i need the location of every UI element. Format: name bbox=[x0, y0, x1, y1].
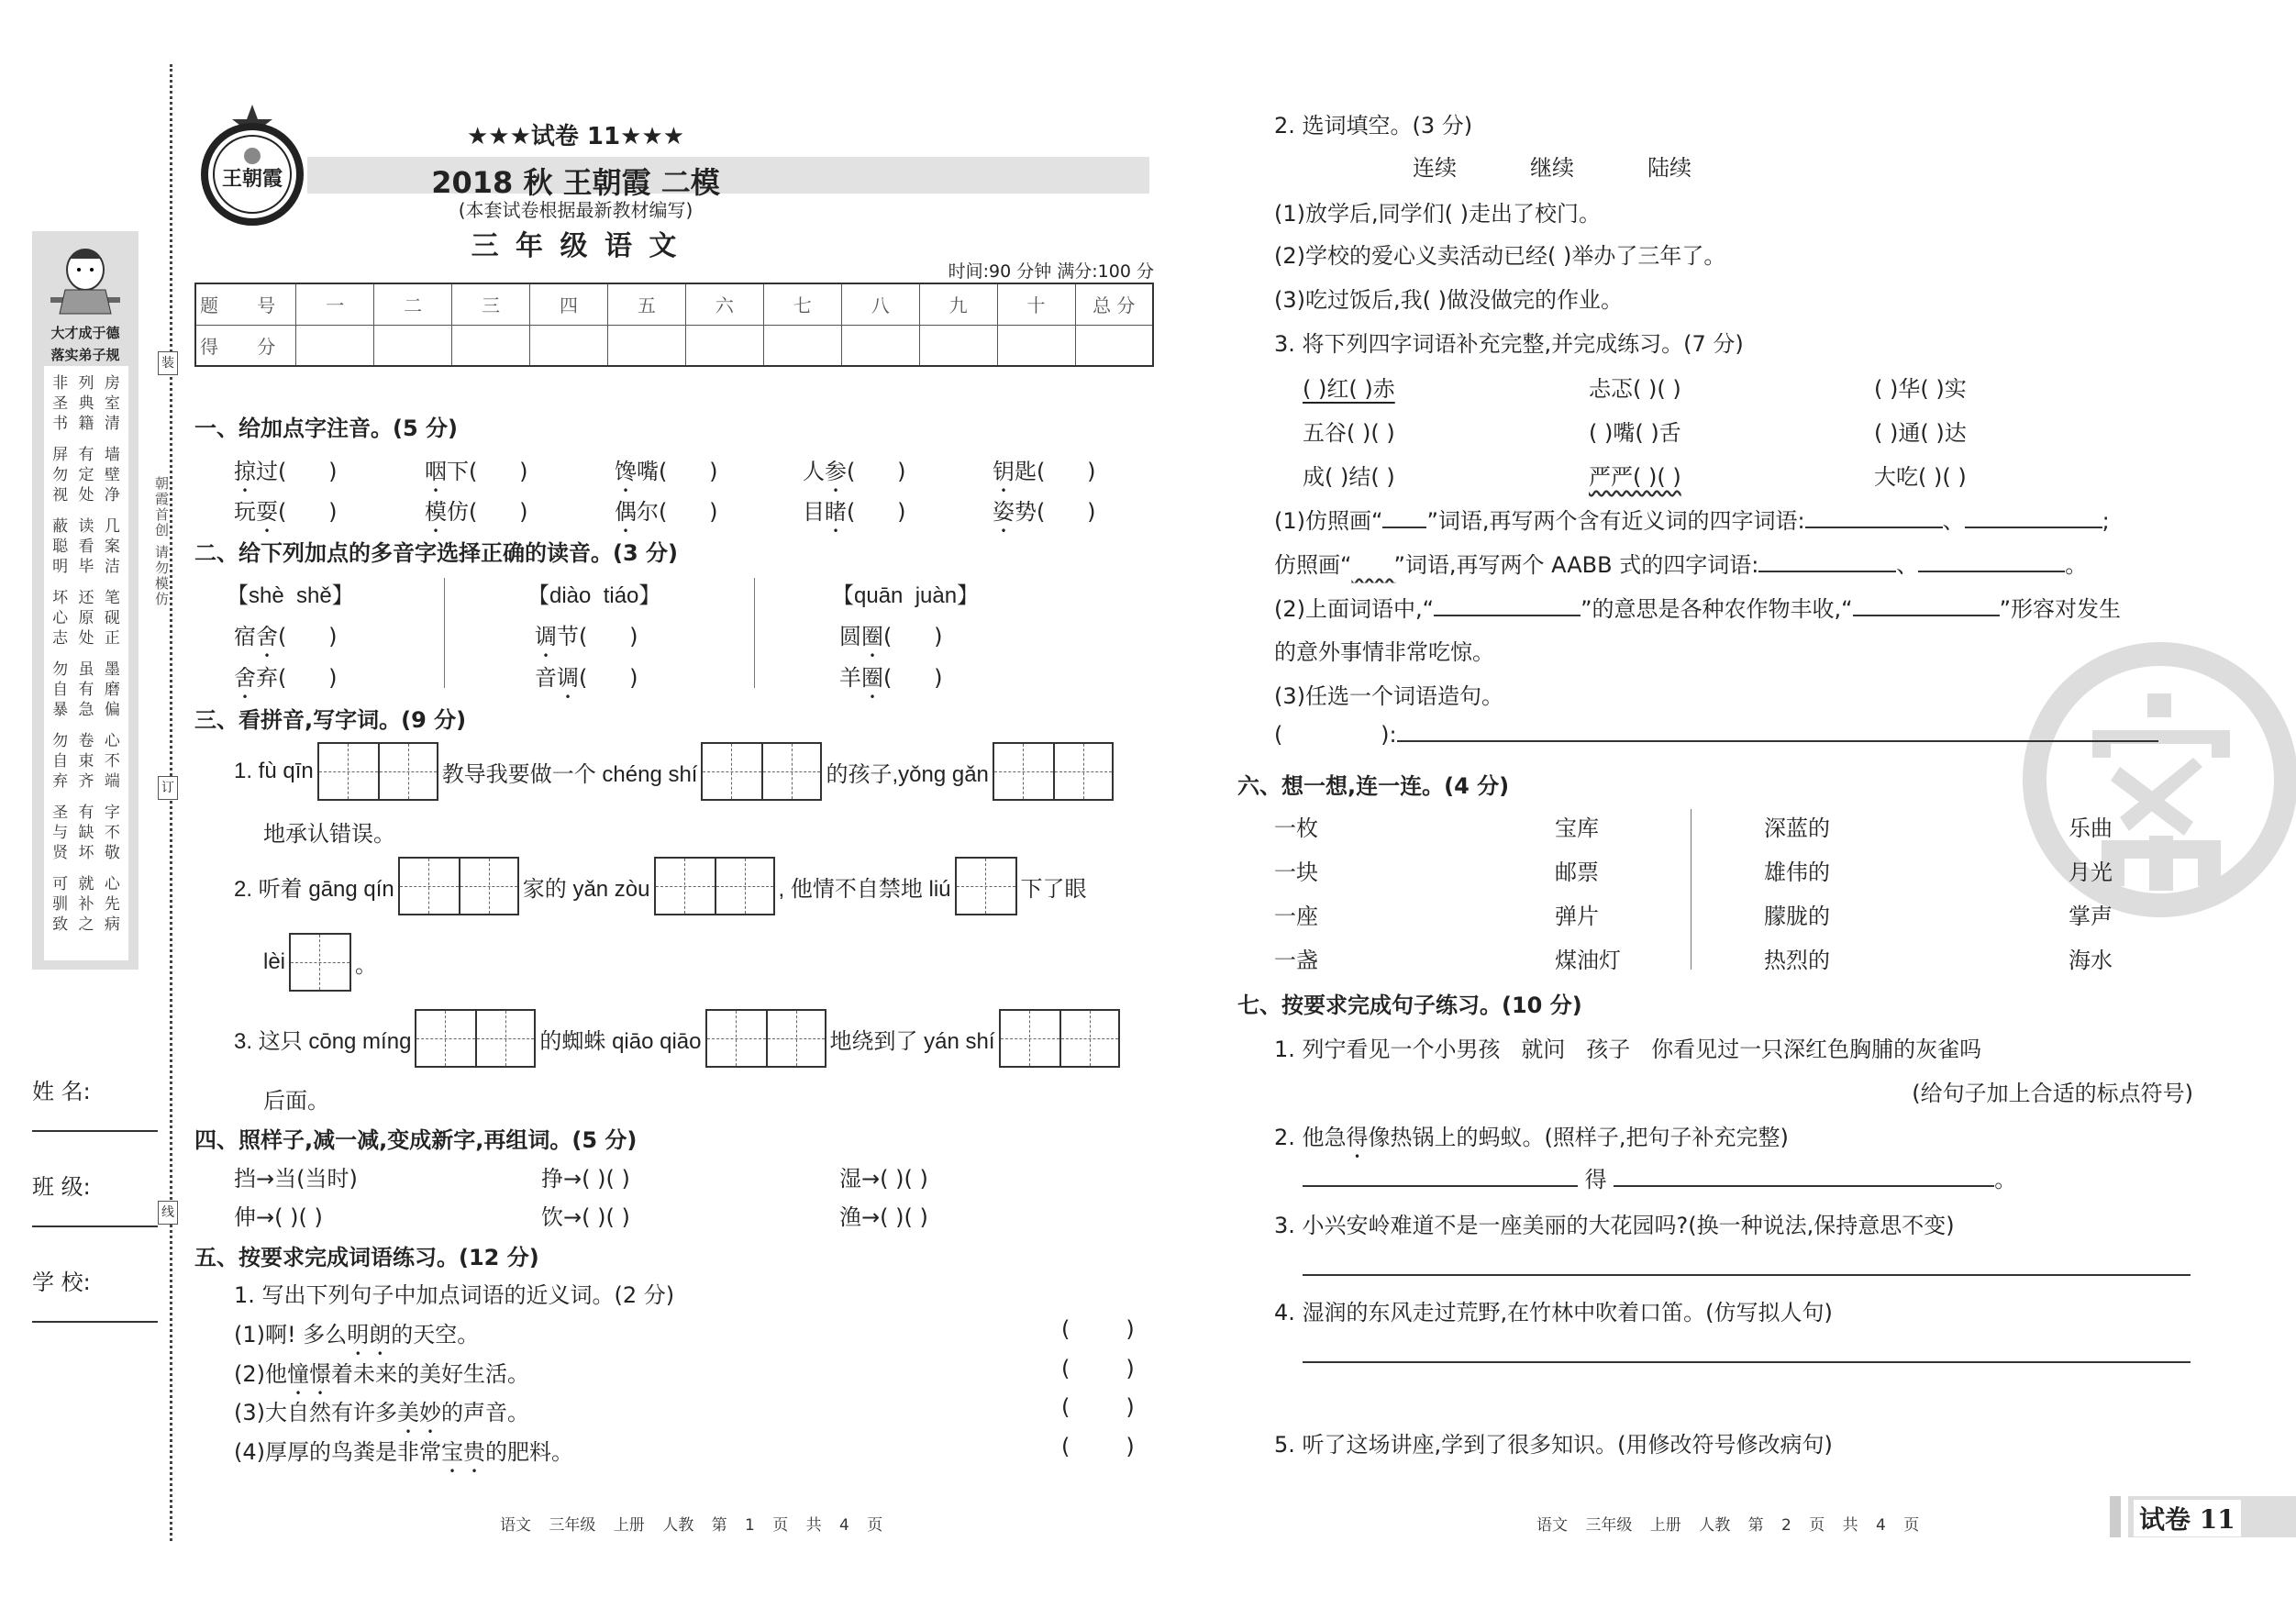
answer-paren[interactable]: ( ) bbox=[1037, 459, 1096, 484]
word-part: 节 bbox=[557, 624, 579, 649]
section-2-title: 二、给下列加点的多音字选择正确的读音。(3 分) bbox=[194, 540, 678, 566]
pinyin-question-3 bbox=[234, 1009, 1120, 1068]
page-footer-right: 语文 三年级 上册 人教 第 2 页 共 4 页 bbox=[1536, 1516, 1920, 1535]
sub-question-1: (1)仿照画“ ”词语,再写两个含有近义词的四字词语: 、 ; bbox=[1274, 508, 2110, 534]
dotted-char: 钥 bbox=[993, 459, 1015, 484]
polyphone-item[interactable] bbox=[535, 660, 638, 704]
match-item[interactable]: 朦胧的 bbox=[1764, 904, 1830, 929]
dotted-char: 舍 bbox=[256, 624, 278, 649]
writing-grid[interactable] bbox=[701, 742, 822, 801]
score-input-cell[interactable] bbox=[763, 325, 841, 366]
score-input-cell[interactable] bbox=[296, 325, 374, 366]
char-item[interactable]: 饮→( )( ) bbox=[541, 1204, 630, 1230]
answer-paren[interactable]: ( ) bbox=[278, 459, 338, 484]
motto-line-2: 落实弟子规 bbox=[50, 347, 120, 363]
name-field[interactable] bbox=[32, 1073, 158, 1105]
verse-line: 坏 还 笔 bbox=[52, 589, 120, 607]
pinyin-question-2 bbox=[234, 857, 1087, 915]
match-item[interactable]: 雄伟的 bbox=[1764, 859, 1830, 885]
answer-line[interactable] bbox=[1303, 1361, 2191, 1363]
verse-line: 弃 齐 端 bbox=[52, 772, 120, 791]
answer-paren[interactable]: ( ) bbox=[1037, 499, 1096, 525]
idiom-item[interactable]: ( )华( )实 bbox=[1874, 376, 1967, 402]
divider bbox=[444, 578, 445, 688]
fill-item[interactable]: (3)吃过饭后,我( )做没做完的作业。 bbox=[1274, 287, 1623, 313]
word-part: 的肥料。 bbox=[485, 1439, 573, 1466]
verse-group bbox=[46, 516, 127, 577]
synonym-item bbox=[234, 1356, 529, 1400]
score-row bbox=[195, 325, 1153, 366]
underline-sample bbox=[1382, 527, 1426, 528]
score-header-cell: 十 bbox=[997, 283, 1075, 325]
score-header-cell: 总 分 bbox=[1075, 283, 1153, 325]
watermark-seal bbox=[2023, 642, 2296, 917]
question-text: 5. 听了这场讲座,学到了很多知识。(用修改符号修改病句) bbox=[1274, 1432, 1833, 1458]
idiom-item[interactable]: 成( )结( ) bbox=[1303, 464, 1395, 490]
question-text bbox=[1274, 1119, 1789, 1163]
answer-paren[interactable]: ( ) bbox=[278, 665, 338, 691]
dotted-char: 圈 bbox=[861, 665, 883, 691]
score-input-cell[interactable] bbox=[1075, 325, 1153, 366]
dotted-char: 睹 bbox=[825, 499, 847, 525]
verse-line: 可 就 心 bbox=[52, 875, 120, 893]
word-part: 过 bbox=[256, 459, 278, 484]
match-item[interactable]: 一块 bbox=[1274, 859, 1318, 885]
verse-line: 驯 补 先 bbox=[52, 895, 120, 914]
page-footer-left: 语文 三年级 上册 人教 第 1 页 共 4 页 bbox=[500, 1516, 883, 1535]
dotted-char: 耍 bbox=[256, 499, 278, 525]
section-1-title: 一、给加点字注音。(5 分) bbox=[194, 416, 458, 441]
answer-blank[interactable] bbox=[1614, 1185, 1994, 1187]
writing-grid[interactable] bbox=[705, 1009, 826, 1068]
dotted-char: 咽 bbox=[425, 459, 447, 484]
question-text: 3. 小兴安岭难道不是一座美丽的大花园吗?(换一种说法,保持意思不变) bbox=[1274, 1213, 1955, 1238]
dotted-char: 馋 bbox=[615, 459, 637, 484]
word-part: 宿 bbox=[234, 624, 256, 649]
pinyin-item[interactable] bbox=[993, 453, 1096, 497]
idiom-item[interactable]: 大吃( )( ) bbox=[1874, 464, 1967, 490]
dotted-char: 憧憬 bbox=[287, 1360, 331, 1387]
match-item[interactable]: 深蓝的 bbox=[1764, 815, 1830, 841]
word-part: (2)他 bbox=[234, 1360, 287, 1387]
writing-grid[interactable] bbox=[415, 1009, 536, 1068]
polyphone-item[interactable] bbox=[535, 618, 638, 662]
word-part: 圆 bbox=[839, 624, 861, 649]
question-text: 像热锅上的蚂蚁。(照样子,把句子补充完整) bbox=[1368, 1125, 1789, 1150]
dotted-char: 得 bbox=[1346, 1125, 1369, 1150]
section-3-title: 三、看拼音,写字词。(9 分) bbox=[194, 707, 467, 733]
answer-paren[interactable]: ( ) bbox=[1061, 1316, 1135, 1342]
score-header-cell: 二 bbox=[374, 283, 452, 325]
word-option: 继续 bbox=[1530, 155, 1574, 181]
char-item[interactable]: 伸→( )( ) bbox=[234, 1204, 323, 1230]
answer-paren[interactable]: ( ) bbox=[469, 459, 528, 484]
match-item[interactable]: 邮票 bbox=[1555, 859, 1599, 885]
idiom-item[interactable]: 忐忑( )( ) bbox=[1589, 376, 1681, 402]
binding-mark: 线 bbox=[158, 1201, 178, 1225]
word-part: 羊 bbox=[839, 665, 861, 691]
class-field[interactable] bbox=[32, 1169, 158, 1201]
char-item[interactable]: 挣→( )( ) bbox=[541, 1166, 630, 1192]
score-label-cell: 得 分 bbox=[195, 325, 296, 366]
score-input-cell[interactable] bbox=[841, 325, 919, 366]
paper-label: ★★★试卷 11★★★ bbox=[466, 123, 685, 150]
answer-blank[interactable] bbox=[1758, 571, 1896, 572]
question-text: 2. 听着 gāng qín bbox=[234, 876, 394, 902]
word-option: 陆续 bbox=[1647, 155, 1691, 181]
question-text: 家的 yǎn zòu bbox=[522, 876, 650, 902]
section-4-title: 四、照样子,减一减,变成新字,再组词。(5 分) bbox=[194, 1127, 638, 1153]
word-part: 玩 bbox=[234, 499, 256, 525]
word-part: 仿 bbox=[447, 499, 469, 525]
verse-group bbox=[46, 874, 127, 935]
sub-question-2 bbox=[1274, 591, 2121, 623]
score-input-cell[interactable] bbox=[374, 325, 452, 366]
score-header-cell: 七 bbox=[763, 283, 841, 325]
word-part: 尔 bbox=[637, 499, 659, 525]
score-header-cell: 九 bbox=[919, 283, 997, 325]
match-item[interactable]: 乐曲 bbox=[2069, 815, 2113, 841]
divider bbox=[754, 578, 755, 688]
question-text: ( ): bbox=[1274, 722, 1397, 748]
score-input-cell[interactable] bbox=[607, 325, 685, 366]
motto-line-1: 大才成于德 bbox=[50, 325, 120, 341]
score-header-cell: 三 bbox=[452, 283, 530, 325]
idiom-item[interactable]: 严严( )( ) bbox=[1589, 464, 1681, 490]
writing-grid[interactable] bbox=[654, 857, 775, 915]
answer-blank[interactable] bbox=[1853, 615, 2000, 616]
dotted-char: 舍 bbox=[234, 665, 256, 691]
pronunciation-options: 【shè shě】 bbox=[227, 583, 354, 608]
dotted-char: 宝贵 bbox=[441, 1439, 485, 1466]
pinyin-item[interactable] bbox=[803, 494, 906, 538]
pronunciation-options: 【quān juàn】 bbox=[832, 583, 980, 608]
verse-line: 心 原 砚 bbox=[52, 609, 120, 627]
question-text: ”词语,再写两个 AABB 式的四字词语: bbox=[1393, 552, 1759, 578]
score-input-cell[interactable] bbox=[452, 325, 530, 366]
verse-line: 视 处 净 bbox=[52, 486, 120, 505]
match-item[interactable]: 一盏 bbox=[1274, 948, 1318, 973]
match-item[interactable]: 一枚 bbox=[1274, 815, 1318, 841]
answer-blank[interactable] bbox=[1805, 527, 1943, 528]
question-text: 。 bbox=[355, 951, 378, 978]
writing-grid[interactable] bbox=[317, 742, 438, 801]
dotted-char: 圈 bbox=[861, 624, 883, 649]
polyphone-item[interactable] bbox=[839, 660, 943, 704]
question-text: ”的意思是各种农作物丰收,“ bbox=[1581, 596, 1853, 622]
question-text: 2. 他急 bbox=[1274, 1125, 1347, 1150]
verse-line: 非 列 房 bbox=[52, 374, 120, 393]
verse-line: 圣 典 室 bbox=[52, 394, 120, 413]
pronunciation-options: 【diào tiáo】 bbox=[527, 583, 661, 608]
verse-line: 勿 卷 心 bbox=[52, 732, 120, 750]
verse-group bbox=[46, 660, 127, 720]
logo-text: 王朝霞 bbox=[221, 167, 283, 191]
score-header-cell: 五 bbox=[607, 283, 685, 325]
exam-subtitle: (本套试卷根据最新教材编写) bbox=[458, 199, 693, 221]
writing-grid[interactable] bbox=[955, 857, 1017, 915]
verse-group bbox=[46, 803, 127, 863]
question-hint: (给句子加上合适的标点符号) bbox=[1912, 1081, 2193, 1106]
question-text: (1)仿照画“ bbox=[1274, 508, 1383, 534]
question-text: ”形容对发生 bbox=[1999, 596, 2121, 622]
synonym-item bbox=[234, 1394, 529, 1438]
match-item[interactable]: 煤油灯 bbox=[1555, 948, 1621, 973]
match-item[interactable]: 热烈的 bbox=[1764, 948, 1830, 973]
answer-paren[interactable]: ( ) bbox=[1061, 1394, 1135, 1421]
word-part: 着未来的美好生活。 bbox=[331, 1360, 529, 1387]
idiom-item[interactable]: ( )嘴( )舌 bbox=[1589, 420, 1681, 446]
answer-paren[interactable]: ( ) bbox=[847, 499, 906, 525]
sentence-answer[interactable]: 得 。 bbox=[1303, 1161, 2016, 1193]
pinyin-item[interactable] bbox=[234, 453, 338, 497]
verse-group bbox=[46, 445, 127, 505]
answer-blank[interactable] bbox=[1303, 1185, 1578, 1187]
writing-grid[interactable] bbox=[993, 742, 1114, 801]
question-text: 3. 这只 cōng míng bbox=[234, 1028, 412, 1054]
question-text: 仿照画“ bbox=[1274, 552, 1352, 578]
dotted-char: 偶 bbox=[615, 499, 637, 525]
school-field[interactable] bbox=[32, 1264, 158, 1296]
word-part: 势 bbox=[1015, 499, 1037, 525]
score-header-cell: 八 bbox=[841, 283, 919, 325]
question-text: 3. 将下列四字词语补充完整,并完成练习。(7 分) bbox=[1274, 331, 1744, 357]
dotted-char: 明朗 bbox=[347, 1322, 392, 1347]
synonym-item bbox=[234, 1316, 479, 1360]
verse-box bbox=[44, 366, 128, 960]
verse-line: 自 束 不 bbox=[52, 752, 120, 771]
word-part: (1)啊! 多么 bbox=[234, 1322, 348, 1347]
score-header-cell: 四 bbox=[530, 283, 608, 325]
answer-blank[interactable] bbox=[1397, 740, 2158, 742]
word-part: (4)厚厚的鸟粪是非常 bbox=[234, 1439, 441, 1466]
word-part: 嘴 bbox=[637, 459, 659, 484]
verse-group bbox=[46, 373, 127, 434]
verse-group bbox=[46, 731, 127, 792]
score-header-cell: 题 号 bbox=[195, 283, 296, 325]
pinyin-item[interactable] bbox=[615, 494, 718, 538]
writing-grid[interactable] bbox=[999, 1009, 1120, 1068]
score-header-cell: 六 bbox=[685, 283, 763, 325]
word-part: 的声音。 bbox=[441, 1400, 529, 1426]
paper-badge bbox=[2093, 1496, 2296, 1537]
answer-paren[interactable]: ( ) bbox=[278, 499, 338, 525]
synonym-item bbox=[234, 1434, 573, 1478]
polyphone-item[interactable] bbox=[234, 660, 338, 704]
verse-group bbox=[46, 588, 127, 649]
fill-item[interactable]: (2)学校的爱心义卖活动已经( )举办了三年了。 bbox=[1274, 243, 1726, 269]
verse-line: 与 缺 不 bbox=[52, 824, 120, 842]
dotted-char: 调 bbox=[557, 665, 579, 691]
verse-line: 聪 看 案 bbox=[52, 538, 120, 556]
word-part: 目 bbox=[803, 499, 825, 525]
verse-line: 书 籍 清 bbox=[52, 415, 120, 433]
score-input-cell[interactable] bbox=[530, 325, 608, 366]
fill-item[interactable]: (1)放学后,同学们( )走出了校门。 bbox=[1274, 201, 1601, 227]
score-table bbox=[194, 283, 1154, 367]
dotted-char: 参 bbox=[825, 459, 847, 484]
dotted-char: 姿 bbox=[993, 499, 1015, 525]
question-text: lèi bbox=[263, 949, 286, 974]
wavy-underline-sample bbox=[1351, 547, 1393, 579]
question-text: ”词语,再写两个含有近义词的四字词语: bbox=[1426, 508, 1805, 534]
question-text: (3)任选一个词语造句。 bbox=[1274, 683, 1503, 709]
answer-paren[interactable]: ( ) bbox=[469, 499, 528, 525]
section-6-title: 六、想一想,连一连。(4 分) bbox=[1237, 773, 1510, 799]
char-item: 挡→当(当时) bbox=[234, 1166, 358, 1192]
score-input-cell[interactable] bbox=[997, 325, 1075, 366]
char-item[interactable]: 渔→( )( ) bbox=[839, 1204, 928, 1230]
pinyin-question-2-cont bbox=[263, 933, 377, 992]
verse-line: 明 毕 洁 bbox=[52, 558, 120, 576]
verse-line: 勿 定 壁 bbox=[52, 466, 120, 484]
answer-paren[interactable]: ( ) bbox=[1061, 1434, 1135, 1460]
time-score-info: 时间:90 分钟 满分:100 分 bbox=[948, 261, 1154, 282]
question-text: (2)上面词语中,“ bbox=[1274, 596, 1435, 622]
question-text: 的蜘蛛 qiāo qiāo bbox=[539, 1028, 702, 1054]
section-7-title: 七、按要求完成句子练习。(10 分) bbox=[1237, 993, 1582, 1018]
question-text: 1. 列宁看见一个小男孩 就问 孩子 你看见过一只深红色胸脯的灰雀吗 bbox=[1274, 1037, 1982, 1062]
verse-line: 屏 有 墙 bbox=[52, 446, 120, 464]
answer-blank[interactable] bbox=[1434, 615, 1581, 616]
pinyin-item[interactable] bbox=[803, 453, 906, 497]
word-part: 的天空。 bbox=[391, 1322, 480, 1347]
writing-grid[interactable] bbox=[398, 857, 519, 915]
sub-question-1b: 仿照画“ ”词语,再写两个 AABB 式的四字词语: 、 。 bbox=[1274, 547, 2087, 579]
school-label: 学 校: bbox=[32, 1270, 91, 1295]
question-text: 后面。 bbox=[263, 1088, 329, 1114]
question-text: 得 bbox=[1584, 1167, 1607, 1192]
match-item[interactable]: 一座 bbox=[1274, 904, 1318, 929]
dotted-char: 美妙 bbox=[397, 1400, 441, 1426]
score-input-cell[interactable] bbox=[919, 325, 997, 366]
binding-mark: 订 bbox=[158, 776, 178, 800]
exam-title: 2018 秋 王朝霞 二模 bbox=[431, 165, 720, 200]
question-text: 1. 写出下列句子中加点词语的近义词。(2 分) bbox=[234, 1282, 675, 1308]
verse-line: 勿 虽 墨 bbox=[52, 660, 120, 679]
answer-blank[interactable] bbox=[1918, 571, 2065, 572]
answer-paren[interactable]: ( ) bbox=[883, 665, 943, 691]
pinyin-item[interactable] bbox=[234, 494, 338, 538]
pinyin-item[interactable] bbox=[425, 453, 528, 497]
word-part: 下 bbox=[447, 459, 469, 484]
question-text: 下了眼 bbox=[1020, 875, 1087, 902]
answer-paren[interactable]: ( ) bbox=[847, 459, 906, 484]
dotted-char: 调 bbox=[535, 624, 557, 649]
verse-line: 致 之 病 bbox=[52, 915, 120, 934]
pinyin-item[interactable] bbox=[425, 494, 528, 538]
sidebar-motto-panel bbox=[32, 231, 139, 970]
polyphone-item[interactable] bbox=[839, 618, 943, 662]
pinyin-item[interactable] bbox=[993, 494, 1096, 538]
pinyin-question-1 bbox=[234, 742, 1114, 801]
answer-paren[interactable]: ( ) bbox=[659, 459, 718, 484]
answer-paren[interactable]: ( ) bbox=[659, 499, 718, 525]
question-text: 地绕到了 yán shí bbox=[829, 1028, 995, 1054]
answer-paren[interactable]: ( ) bbox=[579, 665, 638, 691]
name-label: 姓 名: bbox=[32, 1079, 91, 1104]
match-item[interactable]: 弹片 bbox=[1555, 904, 1599, 929]
question-text: , 他情不自禁地 liú bbox=[778, 876, 951, 902]
answer-paren[interactable]: ( ) bbox=[579, 624, 638, 649]
copyright-notice: 朝霞首创 请勿模仿 bbox=[153, 476, 170, 607]
question-text: 地承认错误。 bbox=[263, 821, 395, 847]
word-part: 弃 bbox=[256, 665, 278, 691]
answer-paren[interactable]: ( ) bbox=[883, 624, 943, 649]
match-item[interactable]: 月光 bbox=[2069, 859, 2113, 885]
word-option: 连续 bbox=[1413, 155, 1457, 181]
binding-mark: 装 bbox=[158, 351, 178, 375]
idiom-item[interactable]: ( )红( )赤 bbox=[1303, 376, 1395, 402]
verse-line: 自 有 磨 bbox=[52, 681, 120, 699]
answer-line[interactable] bbox=[1303, 1274, 2191, 1276]
word-part: 匙 bbox=[1015, 459, 1037, 484]
dotted-char: 掠 bbox=[234, 459, 256, 484]
polyphone-item[interactable] bbox=[234, 618, 338, 662]
binding-dotted-line bbox=[170, 64, 172, 1541]
subject-title: 三 年 级 语 文 bbox=[471, 230, 681, 262]
question-text: 1. fù qīn bbox=[234, 759, 314, 783]
word-part: 音 bbox=[535, 665, 557, 691]
answer-blank[interactable] bbox=[1965, 527, 2102, 528]
question-text: 的意外事情非常吃惊。 bbox=[1274, 639, 1494, 665]
score-input-cell[interactable] bbox=[685, 325, 763, 366]
question-text: 教导我要做一个 chéng shí bbox=[441, 761, 698, 787]
word-part: (3)大自然有许多 bbox=[234, 1400, 397, 1426]
question-text: 的孩子,yǒng gǎn bbox=[826, 761, 989, 787]
question-text: 4. 湿润的东风走过荒野,在竹林中吹着口笛。(仿写拟人句) bbox=[1274, 1300, 1833, 1325]
verse-line: 志 处 正 bbox=[52, 629, 120, 648]
sentence-answer[interactable] bbox=[1274, 722, 2158, 748]
answer-paren[interactable]: ( ) bbox=[278, 624, 338, 649]
match-item[interactable]: 宝库 bbox=[1555, 815, 1599, 841]
char-item[interactable]: 湿→( )( ) bbox=[839, 1166, 928, 1192]
pinyin-item[interactable] bbox=[615, 453, 718, 497]
class-label: 班 级: bbox=[32, 1174, 91, 1200]
paper-badge-label: 试卷 11 bbox=[2134, 1500, 2241, 1536]
score-header-cell: 一 bbox=[296, 283, 374, 325]
score-header-row bbox=[195, 283, 1153, 325]
question-text: 2. 选词填空。(3 分) bbox=[1274, 113, 1473, 139]
verse-line: 暴 急 偏 bbox=[52, 701, 120, 719]
section-5-title: 五、按要求完成词语练习。(12 分) bbox=[194, 1245, 539, 1270]
verse-line: 贤 坏 敬 bbox=[52, 844, 120, 862]
match-item[interactable]: 掌声 bbox=[2069, 904, 2113, 929]
word-part: 人 bbox=[803, 459, 825, 484]
idiom-item[interactable]: ( )通( )达 bbox=[1874, 420, 1967, 446]
match-item[interactable]: 海水 bbox=[2069, 948, 2113, 973]
answer-paren[interactable]: ( ) bbox=[1061, 1355, 1135, 1381]
idiom-item[interactable]: 五谷( )( ) bbox=[1303, 420, 1395, 446]
writing-grid[interactable] bbox=[289, 933, 351, 992]
verse-line: 蔽 读 几 bbox=[52, 517, 120, 536]
dotted-char: 模 bbox=[425, 499, 447, 525]
verse-line: 圣 有 字 bbox=[52, 804, 120, 822]
